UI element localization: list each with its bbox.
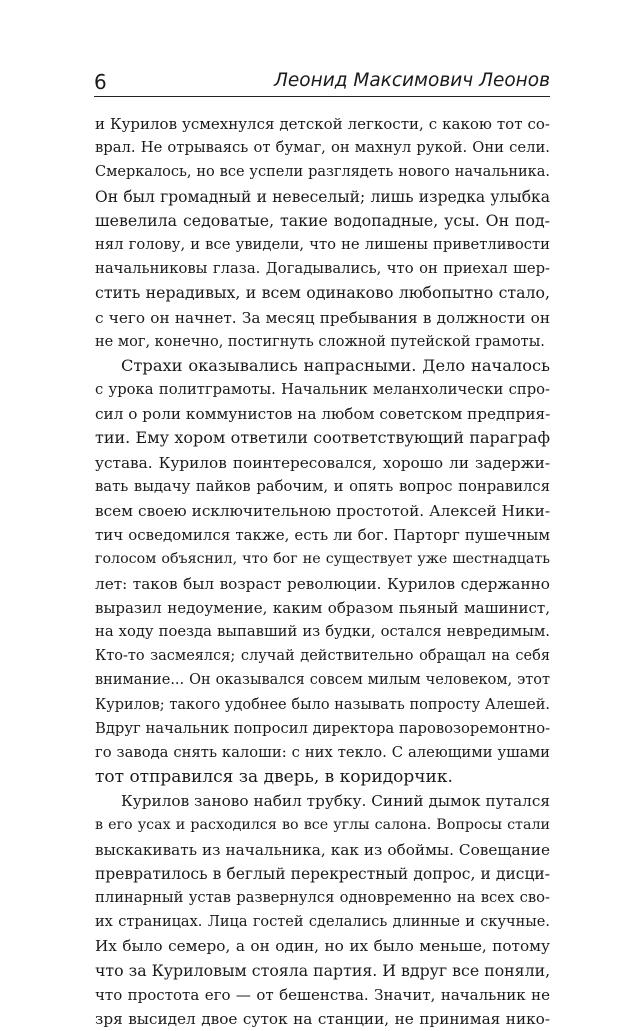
text-line: тии. Ему хором ответили соответствующий параграф	[95, 428, 550, 448]
text-line: что простота его — от бешенства. Значит, начальник не	[95, 985, 550, 1004]
text-line: го завода снять калоши: с них текло. С алеющими ушами	[95, 743, 550, 761]
text-line: устава. Курилов поинтересовался, хорошо ли задержи-	[95, 453, 550, 472]
text-line: в его усах и расходился во все углы салона. Вопросы стали	[95, 817, 550, 834]
text-line: сил о роли коммунистов на любом советском предприя-	[95, 405, 551, 424]
text-line: Смеркалось, но все успели разглядеть нового начальника.	[95, 164, 550, 181]
text-line: Их было семеро, а он один, но их было меньше, потому	[95, 937, 550, 956]
text-line: внимание... Он оказывался совсем милым человеком, этот	[95, 672, 550, 689]
text-line: Страхи оказывались напрасными. Дело началось	[121, 355, 550, 375]
paragraph	[95, 354, 550, 789]
paragraph	[95, 789, 550, 1031]
text-line: превратилось в беглый перекрестный допрос, и дисци-	[95, 864, 550, 883]
page-number: 6	[94, 70, 107, 94]
text-line: с чего он начнет. За месяц пребывания в должности он	[95, 308, 550, 327]
text-line: тич осведомился также, есть ли бог. Парторг пушечным	[95, 526, 550, 545]
text-line: зря высидел двое суток на станции, не принимая нико-	[95, 1009, 550, 1028]
paragraph	[95, 112, 550, 354]
text-line: нял голову, и все увидели, что не лишены приветливости	[95, 235, 550, 253]
text-line: стить нерадивых, и всем одинаково любопытно стало,	[95, 283, 550, 303]
text-line: начальниковы глаза. Догадывались, что он приехал шер-	[95, 260, 550, 278]
text-line: голосом объяснил, что бог не существует уже шестнадцать	[95, 551, 550, 568]
text-line: Вдруг начальник попросил директора паровозоремонтно-	[95, 719, 551, 737]
text-line: на ходу поезда выпавший из будки, остался невредимым.	[95, 622, 550, 640]
text-line: вать выдачу пайков рабочим, и опять вопрос понравился	[95, 477, 550, 495]
text-line: всем своею исключительною простотой. Алексей Ники-	[95, 502, 550, 520]
body-text	[95, 112, 550, 1031]
text-line: Курилов заново набил трубку. Синий дымок путался	[121, 792, 550, 811]
text-line: шевелила седоватые, такие водопадные, усы. Он под-	[95, 210, 550, 230]
running-head-author: Леонид Максимович Леонов	[273, 70, 550, 91]
text-line: Кто-то засмеялся; случай действительно обращал на себя	[95, 648, 550, 665]
text-line: Курилов; такого удобнее было называть попросту Алешей.	[95, 696, 550, 713]
text-line: и Курилов усмехнулся детской легкости, с какою тот со-	[95, 115, 550, 133]
text-line: с урока политграмоты. Начальник меланхолически спро-	[95, 381, 550, 399]
text-line: выразил недоумение, каким образом пьяный машинист,	[95, 598, 550, 617]
text-line: их страницах. Лица гостей сделались длинные и скучные.	[95, 914, 550, 931]
text-line: плинарный устав развернулся одновременно на всех сво-	[95, 889, 550, 906]
text-line: что за Куриловым стояла партия. И вдруг все поняли,	[95, 960, 551, 980]
text-line: не мог, конечно, постигнуть сложной путейской грамоты.	[95, 333, 545, 350]
text-line: Он был громадный и невеселый; лишь изредка улыбка	[95, 187, 550, 206]
page-header	[94, 66, 550, 97]
text-line: врал. Не отрываясь от бумаг, он махнул рукой. Они сели.	[95, 139, 550, 157]
text-line: тот отправился за дверь, в коридорчик.	[95, 767, 453, 788]
text-line: лет: таков был возраст революции. Курилов сдержанно	[95, 574, 550, 593]
text-line: выскакивать из начальника, как из обоймы. Совещание	[95, 840, 550, 859]
